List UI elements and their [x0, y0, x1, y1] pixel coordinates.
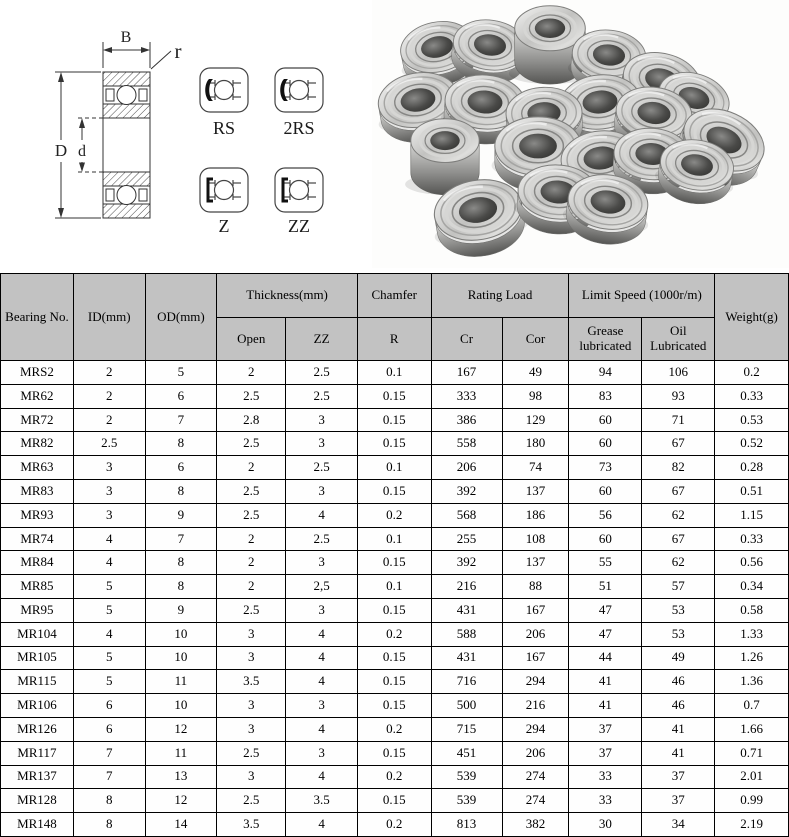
- seal-label-z: Z: [218, 216, 230, 234]
- seal-diagram-rs: [200, 68, 248, 112]
- table-cell: 0.33: [715, 527, 789, 551]
- table-cell: 558: [431, 432, 502, 456]
- seal-diagram-zz: [275, 168, 365, 212]
- table-cell: 451: [431, 741, 502, 765]
- table-cell: 7: [145, 408, 217, 432]
- spec-table: [0, 273, 789, 837]
- seal-type-diagrams: [190, 52, 365, 234]
- table-cell: 2: [217, 575, 286, 599]
- table-cell: 14: [145, 813, 217, 837]
- table-cell: 206: [502, 741, 569, 765]
- table-cell: 0.15: [357, 432, 431, 456]
- table-cell: MR72: [1, 408, 74, 432]
- table-cell: 3: [286, 432, 358, 456]
- table-cell: 108: [502, 527, 569, 551]
- table-cell: 98: [502, 384, 569, 408]
- table-cell: 74: [502, 456, 569, 480]
- table-cell: 3: [217, 694, 286, 718]
- table-cell: 6: [73, 717, 145, 741]
- table-cell: 10: [145, 622, 217, 646]
- table-cell: 4: [73, 527, 145, 551]
- table-cell: 0.15: [357, 384, 431, 408]
- table-cell: 2: [217, 551, 286, 575]
- seal-diagram-z: [200, 168, 248, 212]
- table-row: [1, 408, 789, 432]
- table-cell: 4: [286, 765, 358, 789]
- table-cell: 5: [73, 646, 145, 670]
- table-row: [1, 432, 789, 456]
- table-cell: 0.71: [715, 741, 789, 765]
- table-cell: 4: [286, 503, 358, 527]
- table-cell: 568: [431, 503, 502, 527]
- table-cell: 2: [217, 456, 286, 480]
- table-cell: 1.26: [715, 646, 789, 670]
- table-cell: MR82: [1, 432, 74, 456]
- table-cell: 431: [431, 598, 502, 622]
- table-cell: 88: [502, 575, 569, 599]
- seal-label-rs: RS: [212, 118, 236, 138]
- dimension-label-d: d: [78, 143, 86, 160]
- col-id: ID(mm): [73, 274, 145, 361]
- table-cell: 2.8: [217, 408, 286, 432]
- table-cell: 57: [642, 575, 715, 599]
- table-cell: 588: [431, 622, 502, 646]
- table-cell: 93: [642, 384, 715, 408]
- table-cell: 11: [145, 670, 217, 694]
- table-cell: 716: [431, 670, 502, 694]
- table-cell: 3.5: [217, 813, 286, 837]
- table-cell: 0.2: [357, 503, 431, 527]
- bearings-photo: [372, 0, 789, 268]
- table-cell: 1.33: [715, 622, 789, 646]
- table-cell: 0.28: [715, 456, 789, 480]
- table-cell: 0.15: [357, 598, 431, 622]
- table-cell: MR148: [1, 813, 74, 837]
- table-cell: 382: [502, 813, 569, 837]
- table-cell: 62: [642, 503, 715, 527]
- table-row: [1, 670, 789, 694]
- table-cell: 106: [642, 361, 715, 385]
- col-open: Open: [217, 318, 286, 361]
- table-cell: 294: [502, 717, 569, 741]
- table-cell: 67: [642, 479, 715, 503]
- table-cell: 0.1: [357, 456, 431, 480]
- table-cell: 9: [145, 503, 217, 527]
- table-cell: 3: [73, 479, 145, 503]
- table-cell: 3: [286, 408, 358, 432]
- table-cell: 4: [286, 622, 358, 646]
- table-cell: 2: [73, 408, 145, 432]
- col-rating-load: Rating Load: [431, 274, 569, 318]
- col-grease: Grease lubricated: [569, 318, 642, 361]
- table-cell: 41: [569, 694, 642, 718]
- table-cell: 4: [73, 551, 145, 575]
- table-cell: 60: [569, 432, 642, 456]
- table-cell: 3: [286, 598, 358, 622]
- table-cell: 53: [642, 622, 715, 646]
- table-cell: 3: [286, 741, 358, 765]
- table-cell: 2: [73, 361, 145, 385]
- table-cell: 6: [145, 384, 217, 408]
- table-row: [1, 789, 789, 813]
- table-cell: 294: [502, 670, 569, 694]
- table-cell: 5: [73, 575, 145, 599]
- col-chamfer: Chamfer: [357, 274, 431, 318]
- table-cell: 3: [286, 479, 358, 503]
- table-cell: 5: [73, 670, 145, 694]
- table-cell: 3: [73, 456, 145, 480]
- table-cell: 813: [431, 813, 502, 837]
- dimension-r-leader: [151, 51, 171, 69]
- bearing-cross-section-diagram: [0, 0, 200, 264]
- table-cell: 1.36: [715, 670, 789, 694]
- table-cell: 7: [145, 527, 217, 551]
- table-cell: 33: [569, 789, 642, 813]
- table-cell: 392: [431, 551, 502, 575]
- table-cell: MR115: [1, 670, 74, 694]
- dimension-label-D: D: [54, 141, 68, 160]
- table-cell: 41: [569, 670, 642, 694]
- table-cell: MR137: [1, 765, 74, 789]
- table-cell: 3: [73, 503, 145, 527]
- table-cell: 3: [217, 646, 286, 670]
- table-cell: 2.19: [715, 813, 789, 837]
- table-cell: 94: [569, 361, 642, 385]
- table-cell: 13: [145, 765, 217, 789]
- table-cell: 41: [642, 741, 715, 765]
- table-row: [1, 456, 789, 480]
- table-cell: 539: [431, 789, 502, 813]
- table-row: [1, 646, 789, 670]
- table-cell: 37: [642, 789, 715, 813]
- table-cell: 2.5: [286, 456, 358, 480]
- table-cell: MR106: [1, 694, 74, 718]
- table-cell: 2.5: [217, 432, 286, 456]
- table-cell: 3: [217, 765, 286, 789]
- table-cell: 33: [569, 765, 642, 789]
- table-cell: 2.01: [715, 765, 789, 789]
- table-cell: 2.5: [286, 361, 358, 385]
- table-cell: 0.15: [357, 670, 431, 694]
- table-cell: 0.52: [715, 432, 789, 456]
- table-cell: 10: [145, 646, 217, 670]
- table-cell: 0.15: [357, 646, 431, 670]
- table-cell: 37: [642, 765, 715, 789]
- table-cell: 2.5: [286, 384, 358, 408]
- table-cell: 0.51: [715, 479, 789, 503]
- table-cell: 216: [431, 575, 502, 599]
- table-cell: 7: [73, 741, 145, 765]
- table-cell: 6: [145, 456, 217, 480]
- table-row: [1, 503, 789, 527]
- table-cell: 0.1: [357, 527, 431, 551]
- table-cell: 2.5: [217, 789, 286, 813]
- table-cell: 0.7: [715, 694, 789, 718]
- table-cell: 2,5: [286, 575, 358, 599]
- table-cell: 9: [145, 598, 217, 622]
- dimension-label-B: B: [120, 29, 132, 46]
- table-row: [1, 765, 789, 789]
- col-od: OD(mm): [145, 274, 217, 361]
- table-cell: 0.15: [357, 551, 431, 575]
- table-cell: 51: [569, 575, 642, 599]
- table-cell: 47: [569, 622, 642, 646]
- table-cell: 3: [217, 717, 286, 741]
- table-cell: 186: [502, 503, 569, 527]
- table-cell: 60: [569, 408, 642, 432]
- table-cell: 67: [642, 527, 715, 551]
- table-cell: 0.15: [357, 741, 431, 765]
- table-cell: 4: [286, 717, 358, 741]
- table-cell: MR83: [1, 479, 74, 503]
- table-cell: 274: [502, 789, 569, 813]
- col-thickness: Thickness(mm): [217, 274, 358, 318]
- col-cor: Cor: [502, 318, 569, 361]
- table-cell: 2.5: [217, 479, 286, 503]
- table-cell: 4: [73, 622, 145, 646]
- table-cell: 715: [431, 717, 502, 741]
- table-row: [1, 479, 789, 503]
- table-cell: 0.34: [715, 575, 789, 599]
- table-cell: 8: [145, 575, 217, 599]
- table-cell: 167: [431, 361, 502, 385]
- table-cell: 46: [642, 670, 715, 694]
- table-cell: 0.58: [715, 598, 789, 622]
- table-cell: 47: [569, 598, 642, 622]
- table-cell: 30: [569, 813, 642, 837]
- table-cell: 67: [642, 432, 715, 456]
- table-cell: 37: [569, 741, 642, 765]
- table-cell: 2: [217, 527, 286, 551]
- table-cell: 8: [73, 789, 145, 813]
- table-cell: MR93: [1, 503, 74, 527]
- table-cell: 56: [569, 503, 642, 527]
- table-cell: 539: [431, 765, 502, 789]
- table-cell: 392: [431, 479, 502, 503]
- table-cell: 3.5: [217, 670, 286, 694]
- col-r: R: [357, 318, 431, 361]
- table-cell: 8: [145, 551, 217, 575]
- table-cell: 386: [431, 408, 502, 432]
- col-limit-speed: Limit Speed (1000r/m): [569, 274, 715, 318]
- table-cell: MR128: [1, 789, 74, 813]
- table-cell: MR105: [1, 646, 74, 670]
- table-cell: 0.15: [357, 408, 431, 432]
- table-cell: 0.33: [715, 384, 789, 408]
- table-cell: 167: [502, 646, 569, 670]
- table-cell: 206: [502, 622, 569, 646]
- table-cell: 137: [502, 551, 569, 575]
- table-cell: 8: [73, 813, 145, 837]
- table-row: [1, 527, 789, 551]
- table-row: [1, 361, 789, 385]
- table-cell: 0.15: [357, 694, 431, 718]
- table-cell: 41: [642, 717, 715, 741]
- table-cell: 10: [145, 694, 217, 718]
- table-cell: MR85: [1, 575, 74, 599]
- table-cell: 0.2: [357, 813, 431, 837]
- table-row: [1, 741, 789, 765]
- table-cell: 6: [73, 694, 145, 718]
- table-cell: 0.99: [715, 789, 789, 813]
- table-cell: MR63: [1, 456, 74, 480]
- table-cell: 255: [431, 527, 502, 551]
- table-cell: 137: [502, 479, 569, 503]
- table-cell: 55: [569, 551, 642, 575]
- table-cell: 44: [569, 646, 642, 670]
- table-cell: 2.5: [286, 527, 358, 551]
- table-cell: 216: [502, 694, 569, 718]
- table-cell: 0.2: [357, 717, 431, 741]
- table-cell: 2: [73, 384, 145, 408]
- table-cell: MR74: [1, 527, 74, 551]
- table-cell: MR95: [1, 598, 74, 622]
- table-cell: 46: [642, 694, 715, 718]
- table-row: [1, 717, 789, 741]
- table-cell: 60: [569, 527, 642, 551]
- dimension-label-r: r: [174, 39, 182, 63]
- table-cell: 431: [431, 646, 502, 670]
- table-cell: 0.15: [357, 789, 431, 813]
- table-row: [1, 598, 789, 622]
- table-cell: 500: [431, 694, 502, 718]
- table-cell: 83: [569, 384, 642, 408]
- table-cell: MR104: [1, 622, 74, 646]
- table-cell: 3: [217, 622, 286, 646]
- table-cell: 0.2: [715, 361, 789, 385]
- table-cell: 0.56: [715, 551, 789, 575]
- table-cell: 2.5: [217, 598, 286, 622]
- table-cell: 62: [642, 551, 715, 575]
- table-cell: 71: [642, 408, 715, 432]
- table-cell: 37: [569, 717, 642, 741]
- table-row: [1, 694, 789, 718]
- table-cell: 2.5: [217, 503, 286, 527]
- table-cell: 11: [145, 741, 217, 765]
- table-cell: 5: [73, 598, 145, 622]
- table-cell: 3.5: [286, 789, 358, 813]
- table-cell: 180: [502, 432, 569, 456]
- table-row: [1, 575, 789, 599]
- table-row: [1, 813, 789, 837]
- table-cell: 12: [145, 717, 217, 741]
- top-section: [0, 0, 789, 273]
- table-cell: MR62: [1, 384, 74, 408]
- seal-label-2rs: 2RS: [283, 118, 315, 138]
- table-row: [1, 384, 789, 408]
- spec-table-header: [1, 274, 789, 361]
- table-cell: 3: [286, 694, 358, 718]
- table-cell: 0.1: [357, 575, 431, 599]
- col-oil: Oil Lubricated: [642, 318, 715, 361]
- table-cell: 7: [73, 765, 145, 789]
- table-row: [1, 622, 789, 646]
- col-weight: Weight(g): [715, 274, 789, 361]
- spec-table-body: [1, 361, 789, 837]
- table-cell: 1.15: [715, 503, 789, 527]
- table-cell: 49: [502, 361, 569, 385]
- col-bearing-no: Bearing No.: [1, 274, 74, 361]
- table-cell: 4: [286, 646, 358, 670]
- table-cell: 206: [431, 456, 502, 480]
- table-cell: 2.5: [73, 432, 145, 456]
- table-cell: MR84: [1, 551, 74, 575]
- table-cell: 333: [431, 384, 502, 408]
- table-cell: MRS2: [1, 361, 74, 385]
- table-cell: 167: [502, 598, 569, 622]
- col-cr: Cr: [431, 318, 502, 361]
- table-cell: 1.66: [715, 717, 789, 741]
- table-cell: MR117: [1, 741, 74, 765]
- table-cell: 0.53: [715, 408, 789, 432]
- table-cell: 0.1: [357, 361, 431, 385]
- table-cell: 2.5: [217, 384, 286, 408]
- table-cell: 8: [145, 479, 217, 503]
- seal-diagram-2rs: [275, 68, 365, 112]
- table-cell: 3: [286, 551, 358, 575]
- table-cell: 12: [145, 789, 217, 813]
- table-row: [1, 551, 789, 575]
- table-cell: 0.15: [357, 479, 431, 503]
- table-cell: 73: [569, 456, 642, 480]
- table-cell: MR126: [1, 717, 74, 741]
- table-cell: 0.2: [357, 622, 431, 646]
- table-cell: 60: [569, 479, 642, 503]
- table-cell: 34: [642, 813, 715, 837]
- seal-label-zz: ZZ: [288, 216, 310, 234]
- table-cell: 274: [502, 765, 569, 789]
- table-cell: 2.5: [217, 741, 286, 765]
- table-cell: 5: [145, 361, 217, 385]
- table-cell: 0.2: [357, 765, 431, 789]
- table-cell: 8: [145, 432, 217, 456]
- table-cell: 53: [642, 598, 715, 622]
- col-zz: ZZ: [286, 318, 358, 361]
- table-cell: 4: [286, 813, 358, 837]
- table-cell: 129: [502, 408, 569, 432]
- table-cell: 2: [217, 361, 286, 385]
- table-cell: 49: [642, 646, 715, 670]
- table-cell: 4: [286, 670, 358, 694]
- table-cell: 82: [642, 456, 715, 480]
